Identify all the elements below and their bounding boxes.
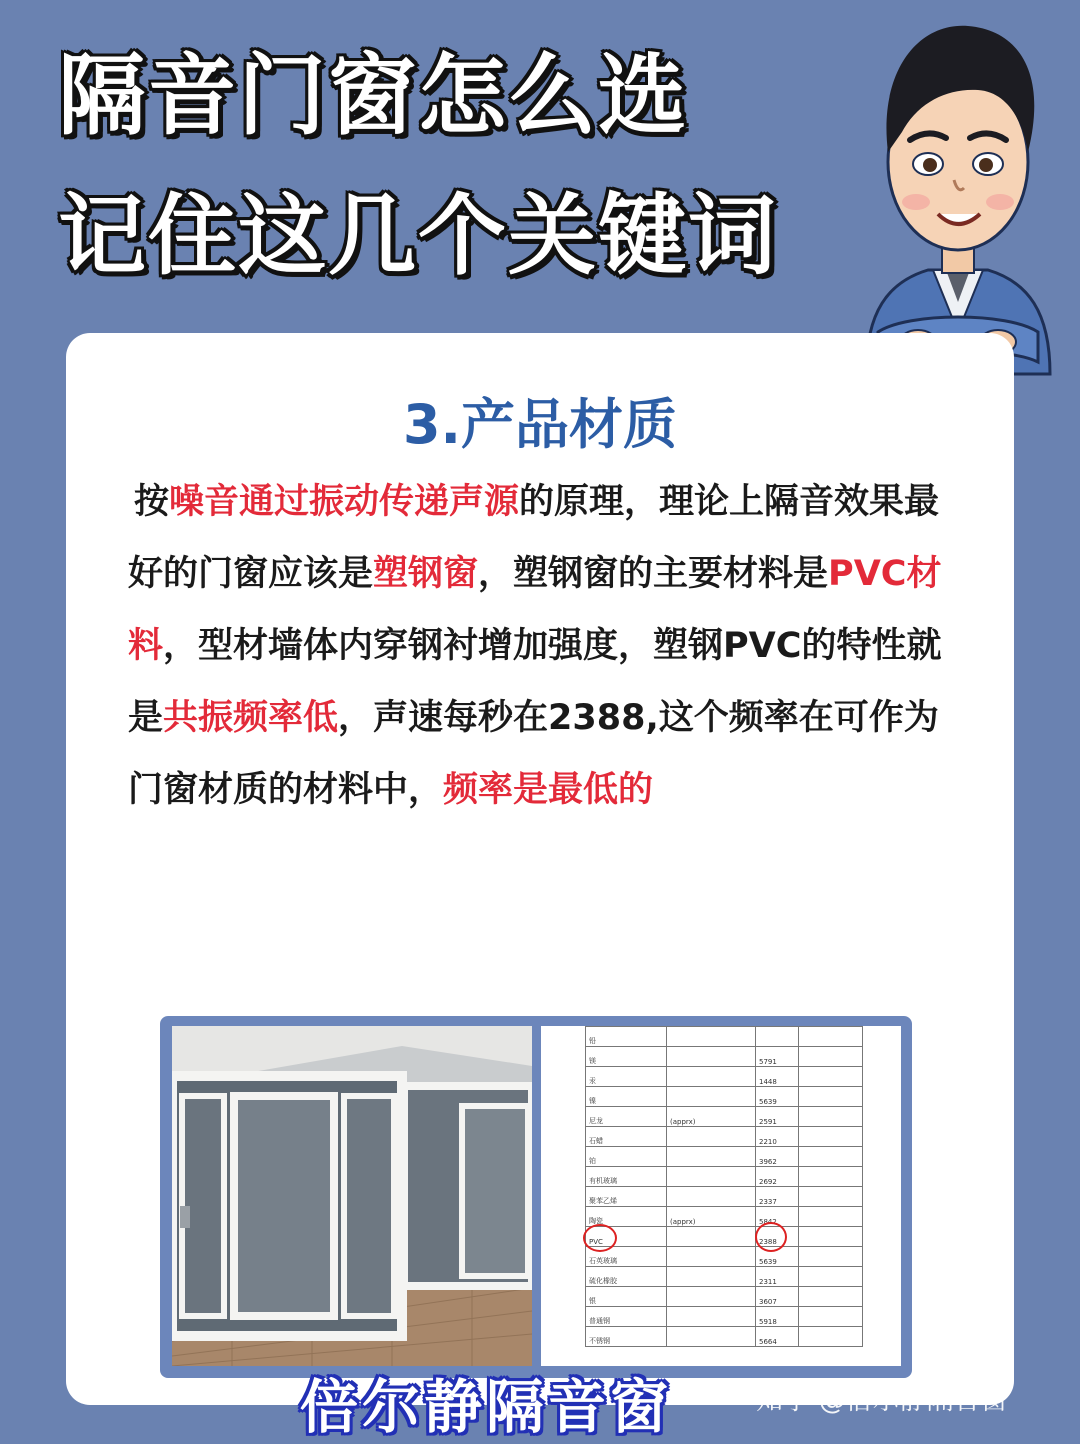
- table-row: [586, 1327, 863, 1347]
- table-row: [586, 1067, 863, 1087]
- table-cell: [667, 1147, 756, 1167]
- table-cell: 2692: [756, 1167, 799, 1187]
- section-title: 3.产品材质: [402, 393, 678, 456]
- table-cell: [799, 1287, 863, 1307]
- cartoon-presenter-avatar: [858, 12, 1058, 382]
- table-cell: 2311: [756, 1267, 799, 1287]
- table-row: [586, 1107, 863, 1127]
- table-cell: [799, 1167, 863, 1187]
- table-cell: (apprx): [667, 1207, 756, 1227]
- table-cell: [799, 1087, 863, 1107]
- table-cell: PVC: [586, 1227, 667, 1247]
- table-cell: 5664: [756, 1327, 799, 1347]
- table-row: [586, 1287, 863, 1307]
- table-cell: [667, 1067, 756, 1087]
- zhihu-logo-icon: ✎: [672, 1384, 694, 1414]
- table-cell: 有机玻璃: [586, 1167, 667, 1187]
- table-cell: [799, 1267, 863, 1287]
- table-row: [586, 1147, 863, 1167]
- table-row: [586, 1187, 863, 1207]
- text-segment: ，塑钢窗的主要材料是: [478, 554, 829, 594]
- table-row: [586, 1227, 863, 1247]
- table-cell: 1448: [756, 1067, 799, 1087]
- table-cell: [667, 1047, 756, 1067]
- table-cell: 尼龙: [586, 1107, 667, 1127]
- highlight-text: 共振频率低: [163, 698, 339, 738]
- table-cell: [799, 1047, 863, 1067]
- table-cell: 镁: [586, 1047, 667, 1067]
- table-cell: 铂: [586, 1147, 667, 1167]
- table-cell: 5842: [756, 1207, 799, 1227]
- table-row: [586, 1267, 863, 1287]
- table-cell: [667, 1307, 756, 1327]
- table-cell: 不锈钢: [586, 1327, 667, 1347]
- body-paragraph: [128, 466, 944, 826]
- sound-speed-table-image: [541, 1026, 901, 1366]
- table-cell: [667, 1247, 756, 1267]
- table-cell: 银: [586, 1287, 667, 1307]
- table-cell: 陶瓷: [586, 1207, 667, 1227]
- table-cell: [756, 1027, 799, 1047]
- highlight-text: 塑钢窗: [373, 554, 479, 594]
- highlight-text: 频率是最低的: [443, 770, 654, 810]
- table-cell: [667, 1267, 756, 1287]
- table-cell: 石英玻璃: [586, 1247, 667, 1267]
- title-line-1: 隔音门窗怎么选: [58, 44, 689, 147]
- text-segment: ，声速每秒在2388,这个频率在可作为门窗材质的材料中，: [128, 698, 939, 810]
- table-cell: 3607: [756, 1287, 799, 1307]
- table-cell: [667, 1327, 756, 1347]
- table-cell: [799, 1067, 863, 1087]
- table-row: [586, 1127, 863, 1147]
- table-cell: [667, 1187, 756, 1207]
- table-cell: [667, 1127, 756, 1147]
- table-cell: [799, 1327, 863, 1347]
- table-cell: [667, 1167, 756, 1187]
- table-cell: [799, 1107, 863, 1127]
- pvc-circle-marker: [583, 1224, 617, 1252]
- table-cell: [799, 1147, 863, 1167]
- table-cell: [799, 1187, 863, 1207]
- table-cell: 5639: [756, 1087, 799, 1107]
- table-cell: [799, 1307, 863, 1327]
- table-cell: 5918: [756, 1307, 799, 1327]
- table-cell: 聚苯乙烯: [586, 1187, 667, 1207]
- text-segment: 的原理，理论上隔音效果最好的门窗应该是: [128, 482, 940, 594]
- table-cell: [667, 1287, 756, 1307]
- table-cell: 5791: [756, 1047, 799, 1067]
- highlight-text: PVC材料: [128, 554, 942, 666]
- brand-name: 倍尔静隔音窗: [300, 1373, 673, 1441]
- table-cell: [667, 1027, 756, 1047]
- text-segment: 按: [134, 482, 170, 522]
- table-row: [586, 1207, 863, 1227]
- table-cell: [799, 1127, 863, 1147]
- table-cell: 镍: [586, 1087, 667, 1107]
- table-cell: 铅: [586, 1027, 667, 1047]
- value-circle-marker: [755, 1222, 787, 1252]
- table-row: [586, 1087, 863, 1107]
- table-cell: [799, 1027, 863, 1047]
- table-cell: 硫化橡胶: [586, 1267, 667, 1287]
- watermark: 知乎 @倍尔静隔音窗: [756, 1385, 1008, 1416]
- table-cell: [667, 1227, 756, 1247]
- materials-table: [585, 1026, 863, 1347]
- table-cell: 石蜡: [586, 1127, 667, 1147]
- table-cell: 3962: [756, 1147, 799, 1167]
- table-cell: [799, 1227, 863, 1247]
- text-segment: ，型材墙体内穿钢衬增加强度，塑钢PVC的特性就是: [128, 626, 942, 738]
- table-cell: 汞: [586, 1067, 667, 1087]
- table-cell: 2210: [756, 1127, 799, 1147]
- table-cell: 2337: [756, 1187, 799, 1207]
- table-cell: 5639: [756, 1247, 799, 1267]
- table-cell: 2388: [756, 1227, 799, 1247]
- title-line-2: 记住这几个关键词: [58, 184, 779, 287]
- table-cell: (apprx): [667, 1107, 756, 1127]
- table-cell: 2591: [756, 1107, 799, 1127]
- table-cell: [799, 1247, 863, 1267]
- table-row: [586, 1027, 863, 1047]
- highlight-text: 噪音通过振动传递声源: [169, 482, 520, 522]
- table-cell: [799, 1207, 863, 1227]
- table-cell: [667, 1087, 756, 1107]
- table-row: [586, 1167, 863, 1187]
- table-row: [586, 1307, 863, 1327]
- table-row: [586, 1047, 863, 1067]
- table-cell: 普通钢: [586, 1307, 667, 1327]
- window-photo: [172, 1026, 532, 1366]
- table-row: [586, 1247, 863, 1267]
